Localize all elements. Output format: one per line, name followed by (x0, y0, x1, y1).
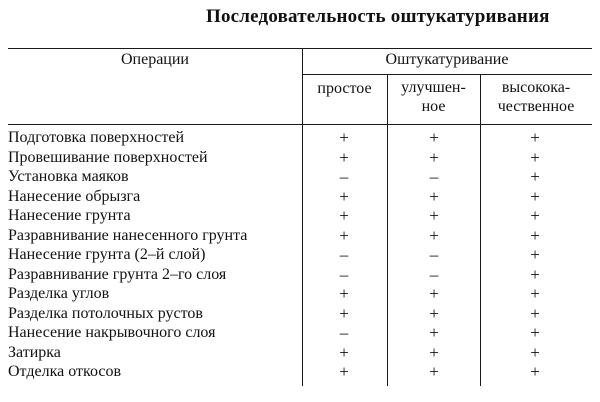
table-row (8, 226, 592, 246)
header-bottom-border (8, 124, 592, 125)
mark-improved: + (429, 128, 439, 147)
mark-high: + (530, 303, 540, 323)
table-top-border (8, 48, 592, 49)
mark-simple: + (339, 362, 349, 381)
mark-simple: + (339, 147, 349, 167)
mark-improved: + (429, 225, 439, 245)
mark-simple: + (339, 303, 349, 323)
table-row (8, 245, 592, 265)
mark-improved: + (429, 323, 439, 342)
mark-simple: + (339, 284, 349, 303)
operation-label: Установка маяков (8, 168, 129, 185)
operation-label: Провешивание поверхностей (8, 148, 208, 166)
mark-simple: – (339, 264, 349, 284)
operation-label: Разделка углов (8, 285, 110, 302)
mark-simple: + (339, 342, 349, 362)
operation-label: Нанесение грунта (8, 207, 131, 224)
mark-high: + (530, 362, 540, 381)
table-row (8, 148, 592, 168)
table-row (8, 128, 592, 148)
table-row (8, 343, 592, 363)
operation-label: Нанесение обрызга (8, 187, 141, 205)
table-row (8, 187, 592, 207)
mark-simple: + (339, 225, 349, 245)
operation-label: Нанесение накрывочного слоя (8, 324, 216, 341)
header-improved-line1: улучшен- (401, 79, 466, 96)
mark-improved: – (429, 167, 439, 186)
mark-improved: + (429, 186, 439, 206)
table-row (8, 206, 592, 226)
mark-simple: – (339, 245, 349, 264)
operation-label: Разделка потолочных рустов (8, 304, 203, 322)
page-title: Последовательность оштукатуривания (206, 6, 550, 27)
mark-high: + (530, 206, 540, 225)
mark-high: + (530, 342, 540, 362)
mark-high: + (530, 167, 540, 186)
header-high-line2: чественное (497, 98, 575, 115)
operation-label: Разравнивание нанесенного грунта (8, 226, 248, 244)
mark-high: + (530, 128, 540, 147)
operation-label: Разравнивание грунта 2–го слоя (8, 265, 227, 283)
table-row (8, 362, 592, 382)
mark-improved: – (429, 245, 439, 264)
mark-improved: + (429, 206, 439, 225)
table-row (8, 284, 592, 304)
table-row (8, 167, 592, 187)
operation-label: Отделка откосов (8, 363, 121, 380)
header-operations: Операции (120, 51, 189, 68)
mark-high: + (530, 284, 540, 303)
operation-label: Затирка (8, 343, 61, 361)
mark-high: + (530, 186, 540, 206)
mark-simple: + (339, 206, 349, 225)
mark-improved: + (429, 342, 439, 362)
mark-simple: – (339, 323, 349, 342)
plastering-table (8, 48, 592, 386)
mark-improved: + (429, 147, 439, 167)
table-row (8, 323, 592, 343)
mark-high: + (530, 264, 540, 284)
header-plastering: Оштукатуривание (385, 51, 509, 68)
mark-high: + (530, 323, 540, 342)
table-row (8, 265, 592, 285)
subheader-divider (302, 74, 592, 75)
mark-improved: + (429, 362, 439, 381)
mark-improved: + (429, 284, 439, 303)
mark-simple: + (339, 186, 349, 206)
operation-label: Нанесение грунта (2–й слой) (8, 246, 206, 263)
mark-improved: – (429, 264, 439, 284)
header-improved-line2: ное (421, 98, 446, 115)
operation-label: Подготовка поверхностей (8, 129, 184, 146)
mark-simple: + (339, 128, 349, 147)
table-row (8, 304, 592, 324)
header-high-line1: высокока- (501, 79, 571, 96)
header-simple: простое (317, 80, 372, 97)
mark-high: + (530, 147, 540, 167)
mark-high: + (530, 245, 540, 264)
mark-high: + (530, 225, 540, 245)
mark-simple: – (339, 167, 349, 186)
mark-improved: + (429, 303, 439, 323)
